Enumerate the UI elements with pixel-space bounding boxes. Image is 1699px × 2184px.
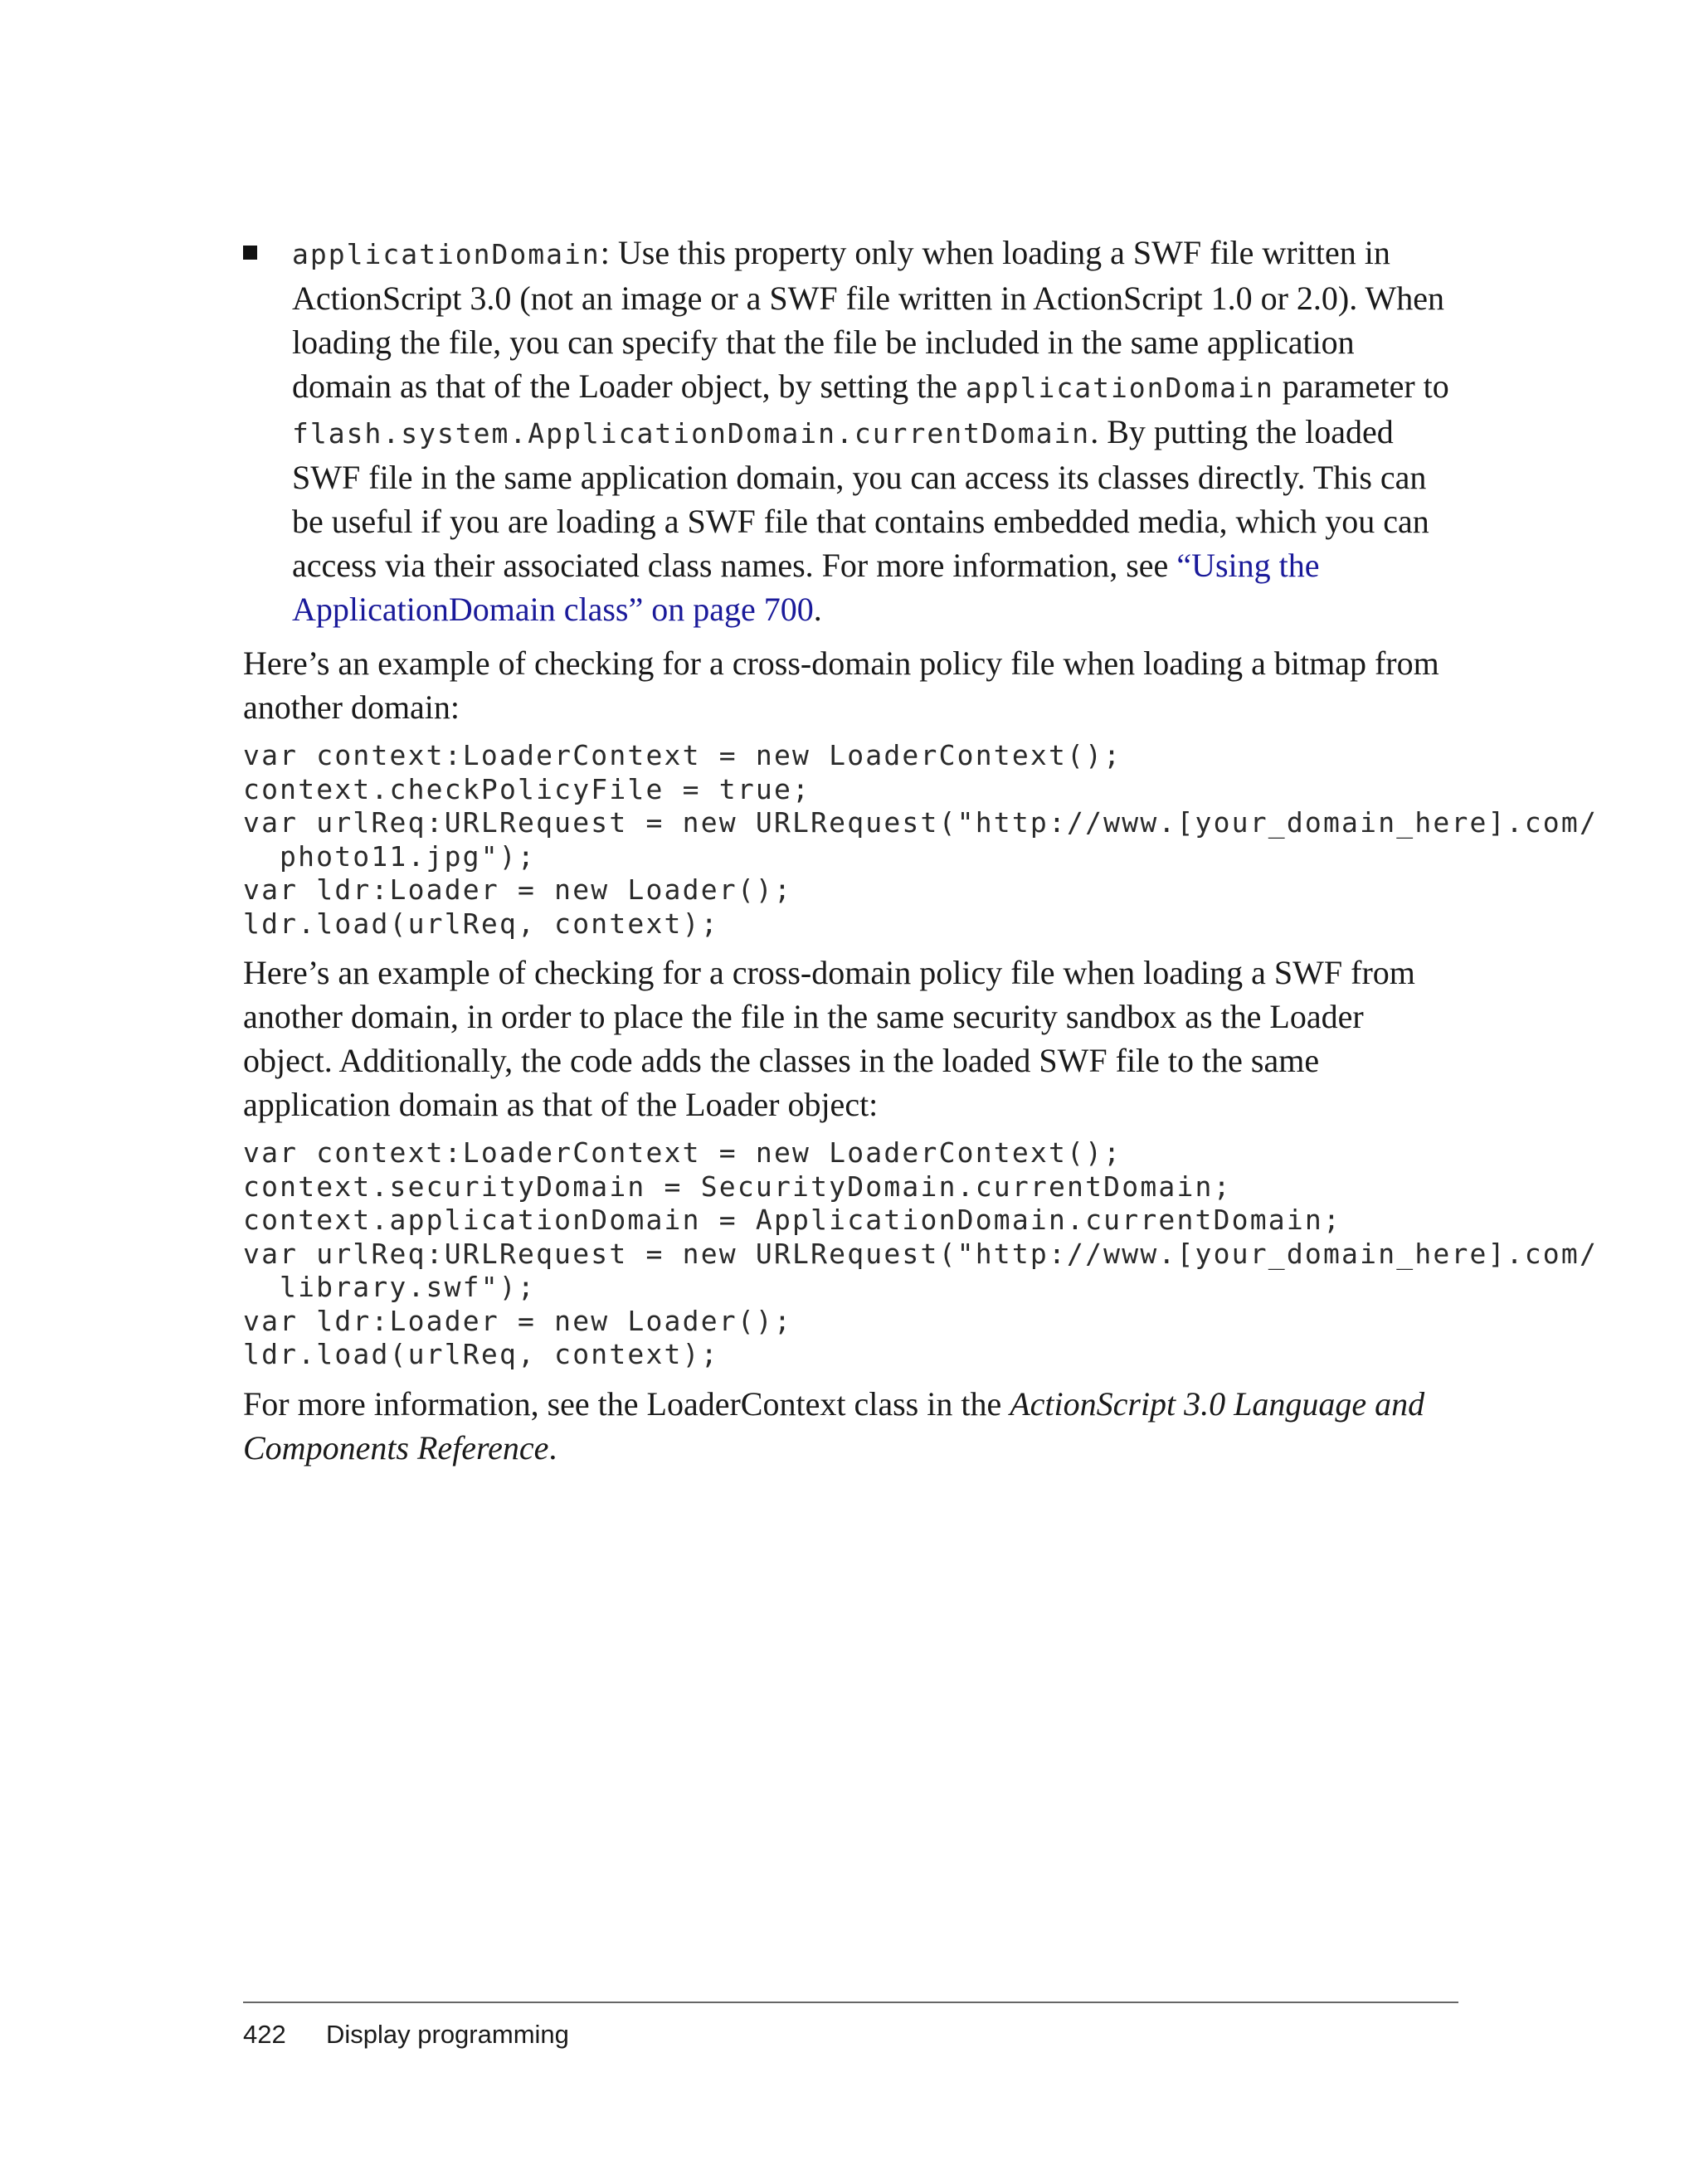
page-footer — [243, 2002, 1458, 2049]
bullet-text-part-2: parameter to — [1273, 367, 1449, 405]
bullet-text — [292, 231, 1458, 631]
inline-code-current-domain: flash.system.ApplicationDomain.currentDomain — [292, 417, 1091, 450]
paragraph-bitmap-example: Here’s an example of checking for a cross-domain policy file when loading a bitmap from another domain: — [243, 644, 1439, 726]
more-info-text-2: . — [548, 1428, 557, 1467]
reference-title: ActionScript 3.0 Language and Components Reference — [243, 1384, 1425, 1467]
code-line: var ldr:Loader = new Loader(); — [243, 1304, 793, 1337]
code-line: context.applicationDomain = ApplicationDomain.currentDomain; — [243, 1204, 1342, 1236]
bullet-text-part-4: . — [813, 591, 822, 628]
code-line: var ldr:Loader = new Loader(); — [243, 873, 793, 906]
section-title: Display programming — [326, 2020, 569, 2049]
paragraph-swf-example: Here’s an example of checking for a cross-domain policy file when loading a SWF from another domain, in order to place the file in the same security sandbox as the Loader object. Additionally, the code adds the classes in the loaded SWF file to the same application domain as that of the Loader object: — [243, 954, 1415, 1123]
inline-code-term: applicationDomain — [292, 238, 601, 270]
code-block-swf — [243, 1136, 1599, 1372]
code-line: context.securityDomain = SecurityDomain.currentDomain; — [243, 1170, 1232, 1203]
code-line: photo11.jpg"); — [280, 839, 536, 873]
code-line: var context:LoaderContext = new LoaderContext(); — [243, 1136, 1122, 1169]
paragraph-more-information — [243, 1382, 1458, 1470]
page-number: 422 — [243, 2020, 286, 2049]
code-line: ldr.load(urlReq, context); — [243, 907, 719, 940]
cross-reference-link[interactable]: “Using the ApplicationDomain class” on page 700 — [292, 547, 1320, 628]
bullet-text-part-1: : Use this property only when loading a SWF file written in ActionScript 3.0 (not an image or a SWF file written in ActionScript 1.0 or 2.0). When loading the file, you can specify that the file be included in the same application domain as that of the Loader object, by setting the — [292, 234, 1445, 405]
more-info-text-1: For more information, see the LoaderContext class in the — [243, 1384, 1010, 1423]
footer-text — [243, 2020, 569, 2050]
bullet-item-application-domain — [243, 231, 1458, 631]
code-line: var urlReq:URLRequest = new URLRequest("http://www.[your_domain_here].com/ — [243, 1237, 1599, 1270]
square-bullet-icon — [243, 246, 257, 260]
code-block-bitmap — [243, 739, 1599, 941]
inline-code-parameter: applicationDomain — [966, 372, 1274, 404]
code-line: var urlReq:URLRequest = new URLRequest("http://www.[your_domain_here].com/ — [243, 806, 1599, 839]
code-line: var context:LoaderContext = new LoaderContext(); — [243, 739, 1122, 771]
page-content — [243, 231, 1599, 1470]
bullet-text-part-3: . By putting the loaded SWF file in the same application domain, you can access its classes directly. This can be useful if you are loading a SWF file that contains embedded media, which you can access via their associated class names. For more information, see — [292, 413, 1429, 584]
code-line: ldr.load(urlReq, context); — [243, 1338, 719, 1370]
code-line: library.swf"); — [280, 1271, 536, 1303]
code-line: context.checkPolicyFile = true; — [243, 772, 811, 805]
